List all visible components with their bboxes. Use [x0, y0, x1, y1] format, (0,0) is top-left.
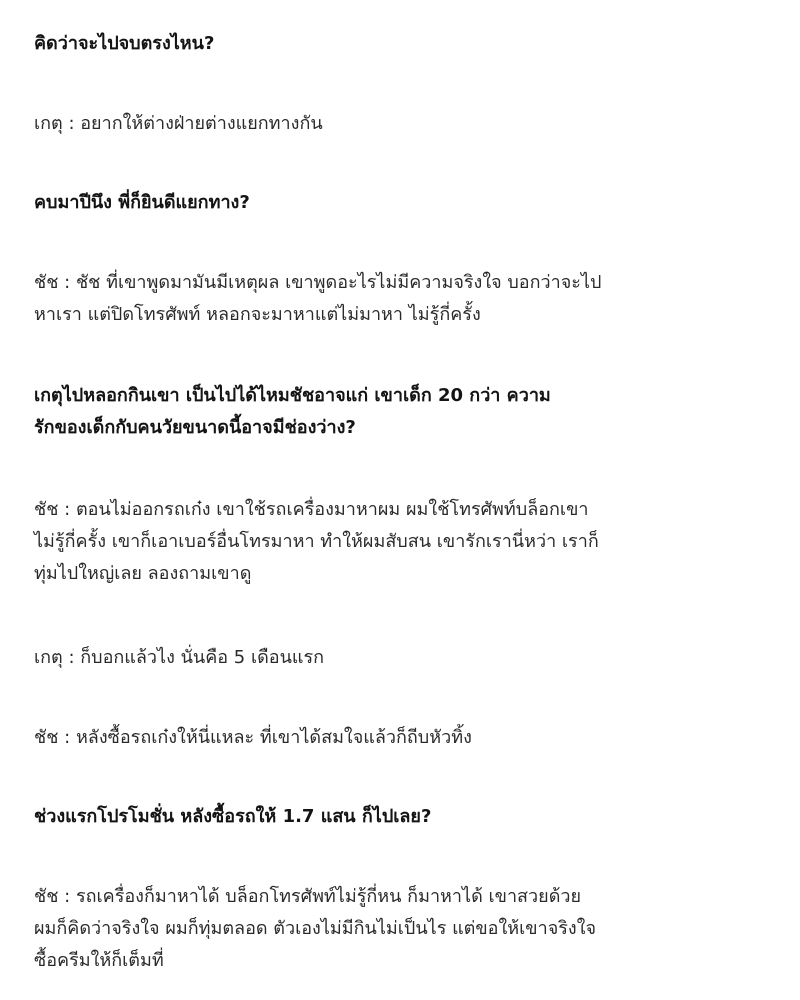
answer-4-line-1: เกตุ : ก็บอกแล้วไง นั่นคือ 5 เดือนแรก — [34, 647, 325, 668]
answer-6-line-3: ซื้อครีมให้ก็เต็มที่ — [34, 950, 164, 971]
question-4-line-1: ช่วงแรกโปรโมชั่น หลังซื้อรถให้ 1.7 แสน ก็ไปเลย? — [34, 806, 432, 827]
answer-5 — [34, 722, 674, 754]
question-3-line-1: เกตุไปหลอกกินเขา เป็นไปได้ไหมชัชอาจแก่ เขาเด็ก 20 กว่า ความ — [34, 385, 551, 406]
answer-2-line-2: หาเรา แต่ปิดโทรศัพท์ หลอกจะมาหาแต่ไม่มาหา ไม่รู้กี่ครั้ง — [34, 304, 481, 325]
answer-3-line-2: ไม่รู้กี่ครั้ง เขาก็เอาเบอร์อื่นโทรมาหา ทำให้ผมสับสน เขารักเรานี่หว่า เราก็ — [34, 531, 599, 552]
answer-3-line-1: ชัช : ตอนไม่ออกรถเก๋ง เขาใช้รถเครื่องมาหาผม ผมใช้โทรศัพท์บล็อกเขา — [34, 499, 589, 520]
answer-1-line-1: เกตุ : อยากให้ต่างฝ่ายต่างแยกทางกัน — [34, 113, 323, 134]
question-4 — [34, 801, 674, 833]
answer-6-line-2: ผมก็คิดว่าจริงใจ ผมก็ทุ่มตลอด ตัวเองไม่มีกินไม่เป็นไร แต่ขอให้เขาจริงใจ — [34, 918, 597, 939]
answer-2 — [34, 267, 674, 331]
answer-3-line-3: ทุ่มไปใหญ่เลย ลองถามเขาดู — [34, 563, 252, 584]
question-3-line-2: รักของเด็กกับคนวัยขนาดนี้อาจมีช่องว่าง? — [34, 417, 356, 438]
question-2-line-1: คบมาปีนึง พี่ก็ยินดีแยกทาง? — [34, 192, 250, 213]
question-3 — [34, 380, 674, 444]
answer-2-line-1: ชัช : ชัช ที่เขาพูดมามันมีเหตุผล เขาพูดอะไรไม่มีความจริงใจ บอกว่าจะไป — [34, 272, 602, 293]
question-2 — [34, 187, 674, 219]
answer-1 — [34, 108, 674, 140]
question-1-line-1: คิดว่าจะไปจบตรงไหน? — [34, 33, 215, 54]
answer-6 — [34, 881, 674, 977]
answer-6-line-1: ชัช : รถเครื่องก็มาหาได้ บล็อกโทรศัพท์ไม่รู้กี่หน ก็มาหาได้ เขาสวยด้วย — [34, 886, 582, 907]
answer-5-line-1: ชัช : หลังซื้อรถเก๋งให้นี่แหละ ที่เขาได้สมใจแล้วก็ถีบหัวทิ้ง — [34, 727, 472, 748]
answer-4 — [34, 642, 674, 674]
question-1 — [34, 28, 674, 60]
answer-3 — [34, 494, 674, 590]
